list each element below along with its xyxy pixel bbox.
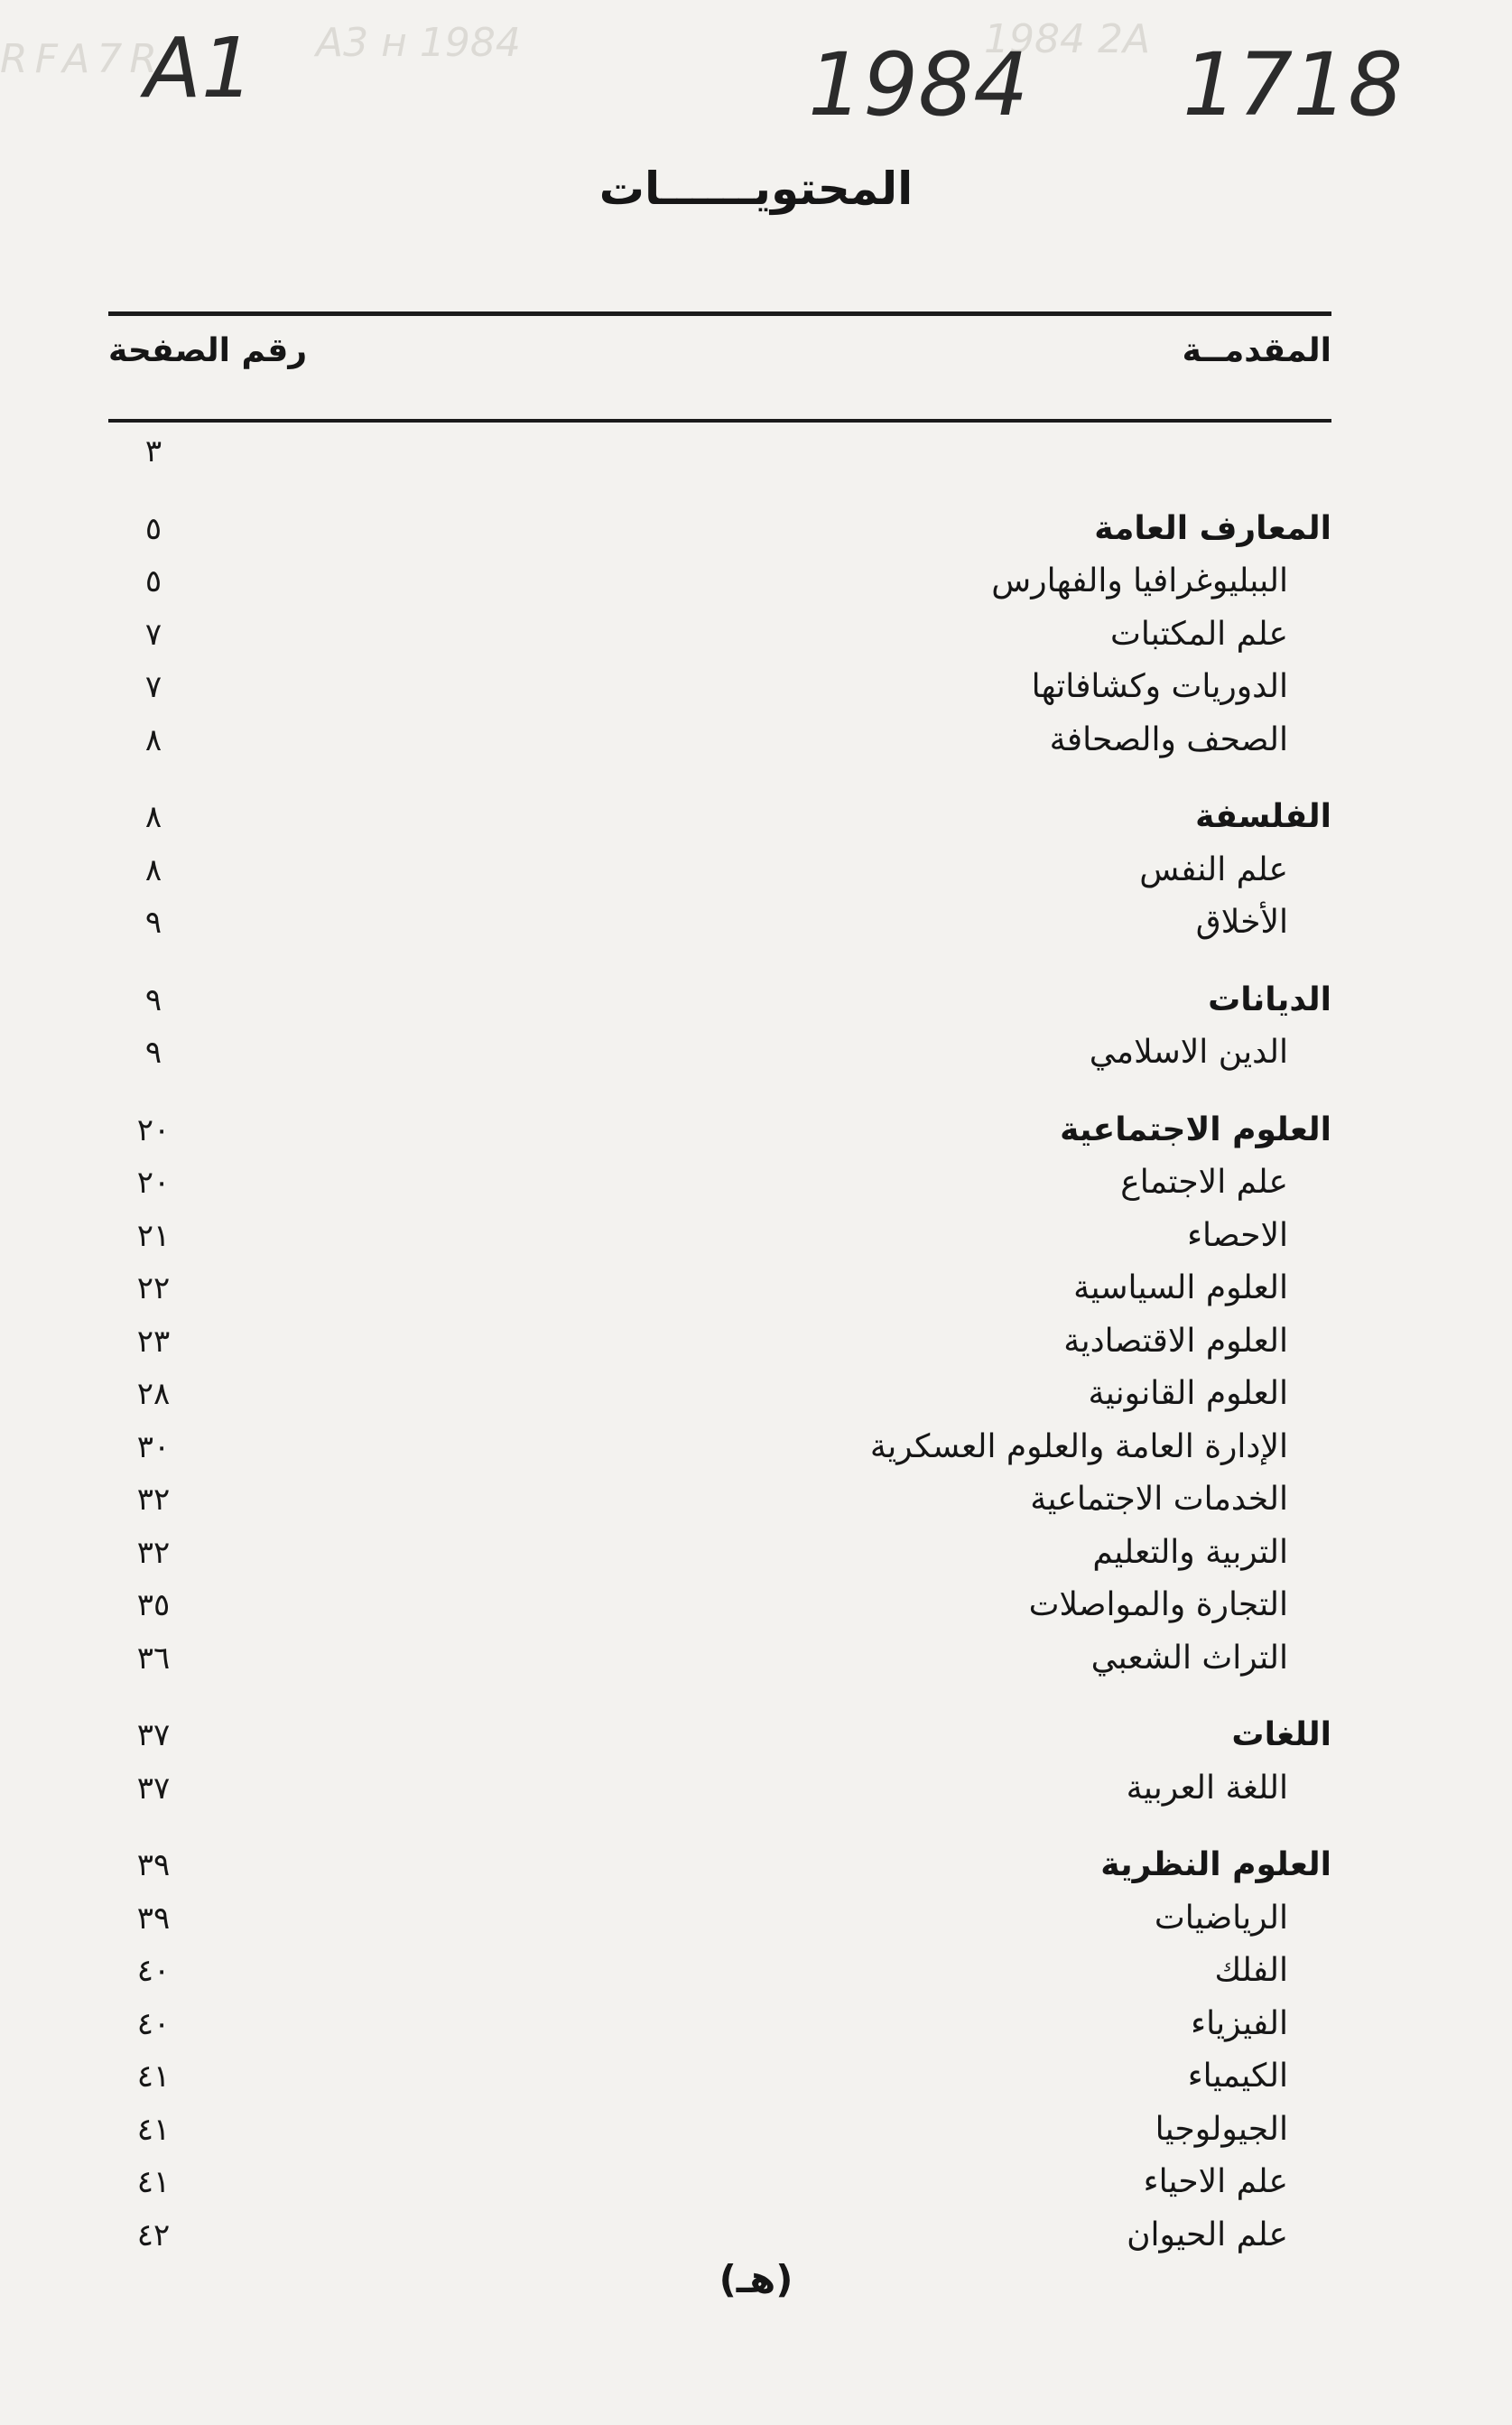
toc-entry — [0, 1528, 1512, 1578]
toc-entry-label: الدوريات وكشافاتها — [1031, 668, 1288, 705]
toc-entry-label: الرياضيات — [1154, 1900, 1288, 1937]
toc-entry — [0, 1474, 1512, 1525]
toc-entry-label: علم الاحياء — [1143, 2163, 1288, 2200]
toc-page-number: ٥ — [144, 563, 162, 599]
toc-entry — [0, 2051, 1512, 2102]
toc-section — [0, 1105, 1512, 1156]
handwritten-code: A1 — [144, 20, 255, 116]
toc-entry — [0, 1369, 1512, 1419]
toc-page-number: ٤١ — [136, 2058, 171, 2095]
toc-entry — [0, 1633, 1512, 1684]
toc-section-title: الديانات — [1208, 981, 1331, 1018]
toc-entry-label: علم النفس — [1139, 851, 1288, 888]
toc-entry — [0, 1263, 1512, 1314]
toc-entry — [0, 1893, 1512, 1944]
toc-page-number: ٨ — [144, 852, 162, 888]
toc-page-number: ٣٥ — [136, 1587, 171, 1623]
toc-entry-label: العلوم السياسية — [1073, 1269, 1288, 1306]
toc-entry — [0, 609, 1512, 660]
toc-page-number: ٤٠ — [136, 1953, 171, 1989]
toc-entry — [0, 1946, 1512, 1996]
toc-entry-label: الفيزياء — [1191, 2005, 1288, 2042]
toc-page-number: ٢١ — [136, 1218, 171, 1254]
toc-section-title: اللغات — [1231, 1716, 1331, 1753]
toc-entry-label: الفلك — [1214, 1952, 1288, 1989]
toc-section-title: المعارف العامة — [1094, 510, 1331, 547]
page-footer-number: (هـ) — [719, 2257, 793, 2301]
toc-entry — [0, 897, 1512, 948]
toc-entry — [0, 1027, 1512, 1078]
toc-entry — [0, 426, 1512, 477]
toc-entry-label: الببليوغرافيا والفهارس — [991, 562, 1288, 599]
toc-page-number: ٤٠ — [136, 2006, 171, 2042]
toc-page-number: ٣٩ — [136, 1847, 171, 1883]
toc-page-number: ٨ — [144, 799, 162, 835]
toc-entry-label: الخدمات الاجتماعية — [1030, 1481, 1288, 1518]
page-number-column-header: رقم الصفحة — [108, 332, 308, 369]
toc-page-number: ٢٠ — [136, 1112, 171, 1148]
toc-entry-label: الصحف والصحافة — [1049, 721, 1288, 758]
toc-section — [0, 792, 1512, 842]
toc-page-number: ٣٠ — [136, 1429, 171, 1465]
faint-mark-left: RFA7R — [0, 36, 164, 82]
toc-entry — [0, 1580, 1512, 1631]
toc-entry — [0, 845, 1512, 896]
toc-page-number: ٤١ — [136, 2112, 171, 2148]
toc-entry — [0, 2210, 1512, 2261]
toc-entry — [0, 1211, 1512, 1261]
toc-entry — [0, 1763, 1512, 1814]
toc-entry-label: الجيولوجيا — [1155, 2111, 1288, 2148]
toc-page-number: ٣ — [144, 433, 162, 469]
toc-page-number: ٣٢ — [136, 1482, 171, 1518]
toc-page-number: ٤١ — [136, 2164, 171, 2200]
faint-mark-mid: A3 ʜ 1984 — [316, 20, 521, 66]
toc-entry — [0, 1422, 1512, 1473]
toc-entry-label: الأخلاق — [1195, 904, 1288, 941]
toc-section-title: العلوم الاجتماعية — [1060, 1111, 1331, 1148]
toc-section — [0, 504, 1512, 554]
toc-page-number: ٥ — [144, 511, 162, 547]
toc-entry-label: العلوم القانونية — [1088, 1375, 1288, 1412]
toc-page-number: ٩ — [144, 982, 162, 1018]
toc-page-number: ٣٧ — [136, 1717, 171, 1753]
toc-entry-label: الإدارة العامة والعلوم العسكرية — [869, 1428, 1288, 1465]
toc-section-title: العلوم النظرية — [1100, 1846, 1331, 1883]
toc-entry — [0, 1316, 1512, 1367]
toc-page-number: ٢٠ — [136, 1165, 171, 1201]
toc-section — [0, 1710, 1512, 1761]
toc-section — [0, 975, 1512, 1026]
toc-entry-label: علم الحيوان — [1127, 2216, 1288, 2253]
toc-entry — [0, 662, 1512, 712]
toc-entry — [0, 2104, 1512, 2155]
toc-entry-label: علم المكتبات — [1109, 616, 1288, 653]
toc-page-number: ٤٢ — [136, 2217, 171, 2253]
contents-column-header: المقدمــة — [1182, 332, 1331, 369]
toc-entry — [0, 715, 1512, 766]
toc-entry-label: العلوم الاقتصادية — [1063, 1323, 1288, 1360]
toc-entry-label: الكيمياء — [1187, 2058, 1288, 2095]
toc-page-number: ٧ — [144, 669, 162, 705]
handwritten-year: 1984 — [808, 34, 1029, 135]
toc-entry-label: التجارة والمواصلات — [1028, 1586, 1288, 1623]
toc-page-number: ٢٣ — [136, 1324, 171, 1360]
toc-section-title: الفلسفة — [1195, 798, 1331, 835]
toc-entry-label: الدين الاسلامي — [1089, 1034, 1288, 1071]
toc-section — [0, 1840, 1512, 1891]
toc-page-number: ٩ — [144, 905, 162, 941]
toc-entry-label: التراث الشعبي — [1090, 1640, 1288, 1677]
handwritten-number: 1718 — [1183, 34, 1404, 135]
page-title: المحتويــــــات — [598, 163, 914, 215]
toc-entry — [0, 1999, 1512, 2049]
toc-page-number: ٧ — [144, 617, 162, 653]
toc-entry-label: علم الاجتماع — [1120, 1164, 1288, 1201]
toc-page-number: ٣٢ — [136, 1535, 171, 1571]
faint-mark-right: 1984 2A — [984, 16, 1151, 62]
toc-entry — [0, 2157, 1512, 2207]
toc-entry-label: اللغة العربية — [1126, 1770, 1288, 1807]
toc-entry-label: الاحصاء — [1187, 1217, 1288, 1254]
toc-entry — [0, 1157, 1512, 1208]
toc-page-number: ٢٨ — [136, 1376, 171, 1412]
toc-page-number: ٣٦ — [136, 1640, 171, 1677]
toc-page-number: ٣٧ — [136, 1770, 171, 1807]
toc-page-number: ٢٢ — [136, 1270, 171, 1306]
toc-page-number: ٣٩ — [136, 1900, 171, 1937]
toc-entry-label: التربية والتعليم — [1092, 1534, 1288, 1571]
toc-page-number: ٩ — [144, 1035, 162, 1071]
toc-entry — [0, 556, 1512, 607]
toc-page-number: ٨ — [144, 722, 162, 758]
